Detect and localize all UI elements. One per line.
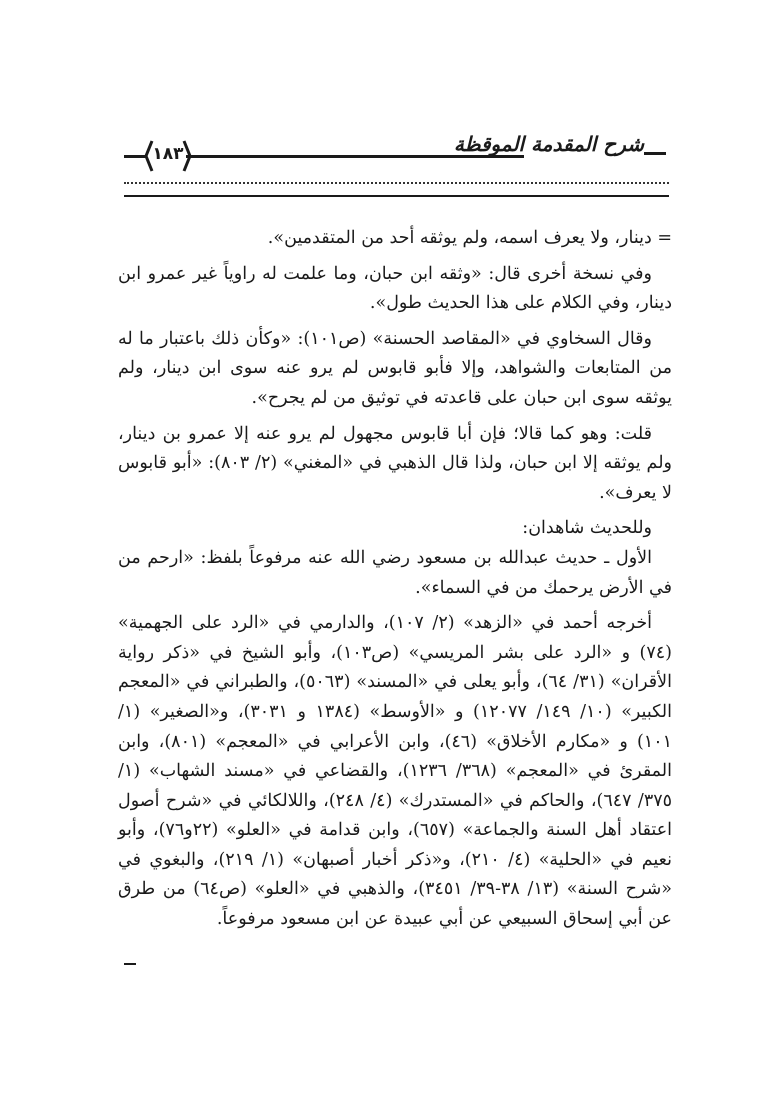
paragraph-author-comment: قلت: وهو كما قالا؛ فإن أبا قابوس مجهول لم يرو عنه إلا عمرو بن دينار، ولم يوثقه إلا ابن حبان، ولذا قال الذهبي في «المغني» (٢/ ٨٠٣): «أبو قابوس لا يعرف». xyxy=(118,423,672,503)
footnote-dash xyxy=(124,963,136,965)
paragraph-sakhawi: وقال السخاوي في «المقاصد الحسنة» (ص١٠١): «وكأن ذلك باعتبار ما له من المتابعات والشواهد، وإلا فأبو قابوس لم يرو عنه سوى ابن دينار، ولم يوثقه سوى ابن حبان على قاعدته في توثيق من لم يجرح». xyxy=(118,328,672,408)
paragraph-shawahid-heading: وللحديث شاهدان: xyxy=(522,518,652,539)
paragraph-takhrij: أخرجه أحمد في «الزهد» (٢/ ١٠٧)، والدارمي في «الرد على الجهمية» (٧٤) و «الرد على بشر المريسي» (ص١٠٣)، وأبو الشيخ في «ذكر رواية الأقران» (٣١/ ٦٤)، وأبو يعلى في «المسند» (٥٠٦٣)، والطبراني في «المعجم الكبير» (١٠/ ١٤٩/ ١٢٠٧٧) و «الأوسط» (١٣٨٤ و ٣٠٣١)، و«الصغير» (١/ ١٠١) و «مكارم الأخلاق» (٤٦)، وابن الأعرابي في «المعجم» (٨٠١)، وابن المقرئ في «المعجم» (٣٦٨/ ١٢٣٦)، والقضاعي في «مسند الشهاب» (١/ ٣٧٥/ ٦٤٧)، والحاكم في «المستدرك» (٤/ ٢٤٨)، واللالكائي في «شرح أصول اعتقاد أهل السنة والجماعة» (٦٥٧)، وابن قدامة في «العلو» (٢٢و٧٦)، وأبو نعيم في «الحلية» (٤/ ٢١٠)، و«ذكر أخبار أصبهان» (١/ ٢١٩)، والبغوي في «شرح السنة» (١٣/ ٣٨-٣٩/ ٣٤٥١)، والذهبي في «العلو» (ص٦٤) من طرق عن أبي إسحاق السبيعي عن أبي عبيدة عن ابن مسعود مرفوعاً. xyxy=(118,613,673,930)
header-rule-right xyxy=(644,152,666,155)
header-rule-left xyxy=(124,155,146,158)
paragraph-first-shahid: الأول ـ حديث عبدالله بن مسعود رضي الله عنه مرفوعاً بلفظ: «ارحم من في الأرض يرحمك من في السماء». xyxy=(118,547,672,598)
page-number-frame xyxy=(144,138,192,174)
header-dotted-rule xyxy=(124,182,669,184)
header-solid-rule xyxy=(124,195,669,197)
paragraph-continuation: = دينار، ولا يعرف اسمه، ولم يوثقه أحد من المتقدمين». xyxy=(267,228,672,248)
paragraph-other-copy: وفي نسخة أخرى قال: «وثقه ابن حبان، وما علمت له راوياً غير عمرو ابن دينار، وفي الكلام على هذا الحديث طول». xyxy=(118,263,672,314)
running-header xyxy=(124,122,669,202)
body-text xyxy=(118,224,672,935)
running-title: شرح المقدمة الموقظة xyxy=(453,132,644,156)
page-number: ١٨٣ xyxy=(152,144,184,164)
